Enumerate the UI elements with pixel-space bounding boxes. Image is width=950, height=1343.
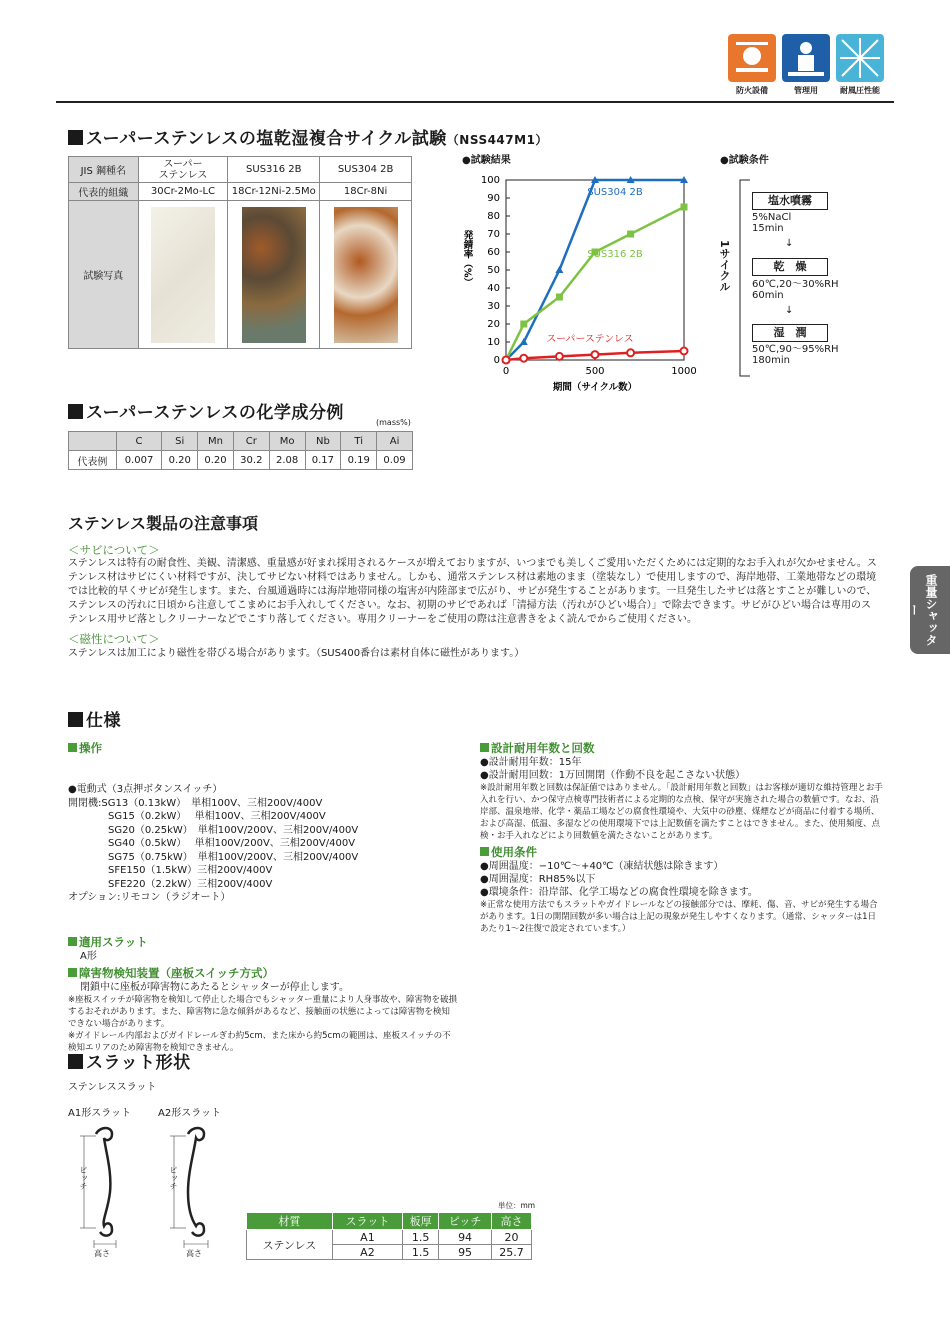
material-cell: ステンレス: [247, 1230, 333, 1260]
structure-sus304: 18Cr-8Ni: [320, 183, 412, 201]
data-point: [592, 351, 599, 358]
structure-sus316: 18Cr-12Ni-2.5Mo: [228, 183, 320, 201]
arrow-down-icon: ↓: [785, 238, 794, 249]
data-point: [556, 353, 563, 360]
slat-unit: 単位：mm: [498, 1201, 536, 1210]
cycle-label: 1サイクル: [718, 240, 731, 292]
super-stainless-photo: [151, 207, 215, 343]
management-label: 管理用: [794, 86, 818, 95]
cycle-test-chart: [455, 168, 715, 398]
rust-paragraph: ステンレスは特有の耐食性、美観、清潔感、重量感が好まれ採用されるケースが増えておりますが、いつまでも美しくご愛用いただくためには定期的なお手入れが欠かせません。ステンレス材はサビにくい材料ですが、決してサビない材料ではありません。しかも、通常ステンレス材は素地のまま（塗装なし）で使用しますので、海岸地帯、工業地帯などの環境では比較的早くサビが発生します。また、台風通過時には海岸地帯同様の塩害が内陸部まで広がり、サビが発生することがあります。一旦発生したサビは落とすことが難しいので、ステンレスの汚れに日頃から注意してこまめにお手入れしてください。なお、初期のサビであれば「清掃方法（汚れがひどい場合）」で除去できます。サビがひどい場合は専用のステンレス用サビ落としクリーナーなどでこすり落してください。専用クリーナーをご使用の際は注意書きをよく読んでからご使用ください。: [68, 558, 877, 625]
step-wet-detail: 50℃,90～95%RH 180min: [752, 344, 839, 366]
data-point: [556, 294, 563, 301]
section-title-cautions: ステンレス製品の注意事項: [68, 514, 259, 533]
plot-frame: [506, 180, 684, 360]
series-label: SUS304 2B: [587, 187, 643, 198]
y-tick-label: 90: [487, 193, 500, 204]
conditions-label: ●試験条件: [720, 155, 769, 166]
a1-label: A1形スラット: [68, 1108, 132, 1119]
chemistry-table: C Si Mn Cr Mo Nb Ti Ai 代表例 0.007 0.20 0.20 30.2 2.08 0.17 0.19 0.09: [68, 431, 413, 470]
arrow-down-icon: ↓: [785, 305, 794, 316]
obstacle-main: 閉鎖中に座板が障害物にあたるとシャッターが停止します。: [80, 981, 349, 993]
sus304-header: SUS304 2B: [320, 157, 412, 183]
step-salt-spray: 塩水噴霧: [752, 192, 828, 210]
height-label-a2: 高さ: [186, 1249, 202, 1258]
obstacle-note-1: ※座板スイッチが障害物を検知して停止した場合でもシャッター重量により人身事故や、障害物を破損するおそれがあります。また、障害物に急な傾斜があるなど、接触面の状態によっては障害物を検知できない場合があります。: [68, 994, 457, 1029]
data-point: [627, 349, 634, 356]
y-axis-label: 発錆率（%）: [461, 230, 473, 288]
height-label-a1: 高さ: [94, 1249, 110, 1258]
data-point: [627, 231, 634, 238]
y-tick-label: 80: [487, 211, 500, 222]
step-dry: 乾 燥: [752, 258, 828, 276]
magnetism-paragraph: ステンレスは加工により磁性を帯びる場合があります。（SUS400番台は素材自体に磁性があります。）: [68, 648, 525, 659]
slat-spec-table: 材質 スラット 板厚 ピッチ 高さ ステンレス A1 1.5 94 20 A2 1.5 95 25.7: [246, 1212, 532, 1260]
super-stainless-header: スーパー ステンレス: [138, 157, 228, 183]
management-icon: [782, 34, 830, 82]
y-tick-label: 10: [487, 337, 500, 348]
y-tick-label: 0: [493, 355, 500, 366]
life-note: ※設計耐用年数と回数は保証値ではありません。「設計耐用年数と回数」はお客様が適切な維持管理とお手入れを行い、かつ保守点検専門技術者による定期的な点検、保守が実施された場合の数値です。なお、沿岸部、温泉地帯、化学・薬品工場などの腐食性環境や、大気中の砂塵、煤煙などが商品に付着する場所、および高湿、低温、多湿などの使用環境下では上記数値を満たすことはできません。また、使用頻度、点検・お手入れなどにより回数値を満たさないことがあります。: [480, 783, 883, 841]
sus316-photo: [242, 207, 306, 343]
sus316-header: SUS316 2B: [228, 157, 320, 183]
test-photo-table: [68, 156, 412, 349]
structure-header: 代表的組織: [69, 183, 139, 201]
y-tick-label: 50: [487, 265, 500, 276]
section-title-specs: 仕様: [68, 706, 121, 731]
side-tab-heavy-shutter[interactable]: 重量シャッター: [910, 566, 950, 654]
section-title-chemistry: スーパーステンレスの化学成分例: [68, 398, 344, 423]
y-tick-label: 30: [487, 301, 500, 312]
chart-label: ●試験結果: [462, 155, 511, 166]
fire-equipment-label: 防火設備: [736, 86, 768, 95]
section-title-cycle-test: スーパーステンレスの塩乾湿複合サイクル試験（NSS447M1）: [68, 124, 548, 149]
data-point: [555, 266, 563, 273]
data-point: [681, 204, 688, 211]
series-label: SUS316 2B: [587, 249, 643, 260]
spec-right-column: 設計耐用年数と回数 ●設計耐用年数：15年 ●設計耐用回数：1万回開閉（作動不良を起こさない状態） ※設計耐用年数と回数は保証値ではありません。「設計耐用年数と回数」はお客様が適切な維持管理とお手入れを行い、かつ保守点検専門技術者による定期的な点検、保守が実施された場合の数値です。なお、沿岸部、温泉地帯、化学・薬品工場などの腐食性環境や、大気中の砂塵、煤煙などが商品に付着する場所、および高湿、低温、多湿などの使用環境下では上記数値を満たすことはできません。また、使用頻度、点検・お手入れなどにより回数値を満たさないことがあります。 使用条件 ●周囲温度：−10℃～+40℃（凍結状態は除きます） ●周囲湿度：RH85%以下 ●環境条件：沿岸部、化学工場などの腐食性環境を除きます。 ※正常な使用方法でもスラットやガイドレールなどの接触部分では、摩耗、傷、音、サビが発生する場合があります。1日の開閉回数が多い場合は上記の現象が発生しやすくなります。（通常、シャッターは1日あたり1～2往復で設定されています。）: [480, 741, 883, 934]
photo-label: 試験写真: [69, 201, 139, 349]
step-wet: 湿 潤: [752, 324, 828, 342]
slat-subtitle: ステンレススラット: [68, 1082, 157, 1093]
sus304-photo: [334, 207, 398, 343]
rust-subtitle: ＜サビについて＞: [68, 543, 160, 557]
structure-super: 30Cr-2Mo-LC: [138, 183, 228, 201]
use-note: ※正常な使用方法でもスラットやガイドレールなどの接触部分では、摩耗、傷、音、サビが発生する場合があります。1日の開閉回数が多い場合は上記の現象が発生しやすくなります。（通常、シャッターは1日あたり1～2往復で設定されています。）: [480, 900, 878, 934]
series-line: [506, 180, 684, 360]
magnetism-subtitle: ＜磁性について＞: [68, 632, 160, 646]
step-dry-detail: 60℃,20～30%RH 60min: [752, 279, 839, 301]
obstacle-note-2: ※ガイドレール内部およびガイドレールぎわ約5cm、また床から約5cmの範囲は、座板スイッチの不検知エリアのため障害物を検知できません。: [68, 1030, 451, 1053]
spec-left-column: 操作 ●電動式（3点押ボタンスイッチ） 開閉機:SG13（0.13kW） 単相100V、三相200V/400V SG15（0.2kW） 単相100V、三相200V/400V SG20（0.25kW） 単相100V/200V、三相200V/400V SG40（0.5kW） 単相100V/200V、三相200V/400V SG75（0.75kW） 単相100V/200V、三相200V/400V SFE150（1.5kW）三相200V/400V SFE220（2.2kW）三相200V/400V オプション:リモコン（ラジオート） 適用スラット A形 障害物検知装置（座板スイッチ方式） 閉鎖中に座板が障害物にあたるとシャッターが停止します。 ※座板スイッチが障害物を検知して停止した場合でもシャッター重量により人身事故や、障害物を破損するおそれがあります。また、障害物に急な傾斜があるなど、接触面の状態によっては障害物を検知できない場合があります。 ※ガイドレール内部およびガイドレールぎわ約5cm、また床から約5cmの範囲は、座板スイッチの不検知エリアのため障害物を検知できません。: [68, 741, 457, 1053]
wind-pressure-label: 耐風圧性能: [840, 86, 880, 95]
x-tick-label: 500: [585, 366, 605, 377]
pitch-label-a1: ピッチ: [79, 1166, 88, 1190]
fire-equipment-icon: [728, 34, 776, 82]
x-tick-label: 0: [502, 366, 510, 377]
mass-unit: (mass%): [376, 418, 411, 427]
data-point: [520, 321, 527, 328]
series-label: スーパーステンレス: [546, 334, 634, 345]
data-point: [503, 357, 510, 364]
a2-label: A2形スラット: [158, 1108, 222, 1119]
y-tick-label: 60: [487, 247, 500, 258]
x-axis-label: 期間（サイクル数）: [552, 382, 638, 393]
y-tick-label: 70: [487, 229, 500, 240]
y-tick-label: 40: [487, 283, 500, 294]
y-tick-label: 20: [487, 319, 500, 330]
slat-profile-diagram: [66, 1122, 246, 1262]
data-point: [520, 355, 527, 362]
slat-type: A形: [80, 950, 97, 962]
pitch-label-a2: ピッチ: [169, 1166, 178, 1190]
section-title-slat: スラット形状: [68, 1048, 191, 1073]
operation-lines: ●電動式（3点押ボタンスイッチ） 開閉機:SG13（0.13kW） 単相100V、三相200V/400V SG15（0.2kW） 単相100V、三相200V/400V SG20（0.25kW） 単相100V/200V、三相200V/400V SG40（0.5kW） 単相100V/200V、三相200V/400V SG75（0.75kW） 単相100V/200V、三相200V/400V SFE150（1.5kW）三相200V/400V SFE220（2.2kW）三相200V/400V オプション:リモコン（ラジオート）: [68, 784, 359, 903]
data-point: [681, 348, 688, 355]
x-tick-label: 1000: [671, 366, 697, 377]
header-rule: [56, 101, 894, 103]
y-tick-label: 100: [480, 175, 500, 186]
wind-pressure-icon: [836, 34, 884, 82]
jis-header: JIS 鋼種名: [69, 157, 139, 183]
step-salt-spray-detail: 5%NaCl 15min: [752, 212, 792, 234]
